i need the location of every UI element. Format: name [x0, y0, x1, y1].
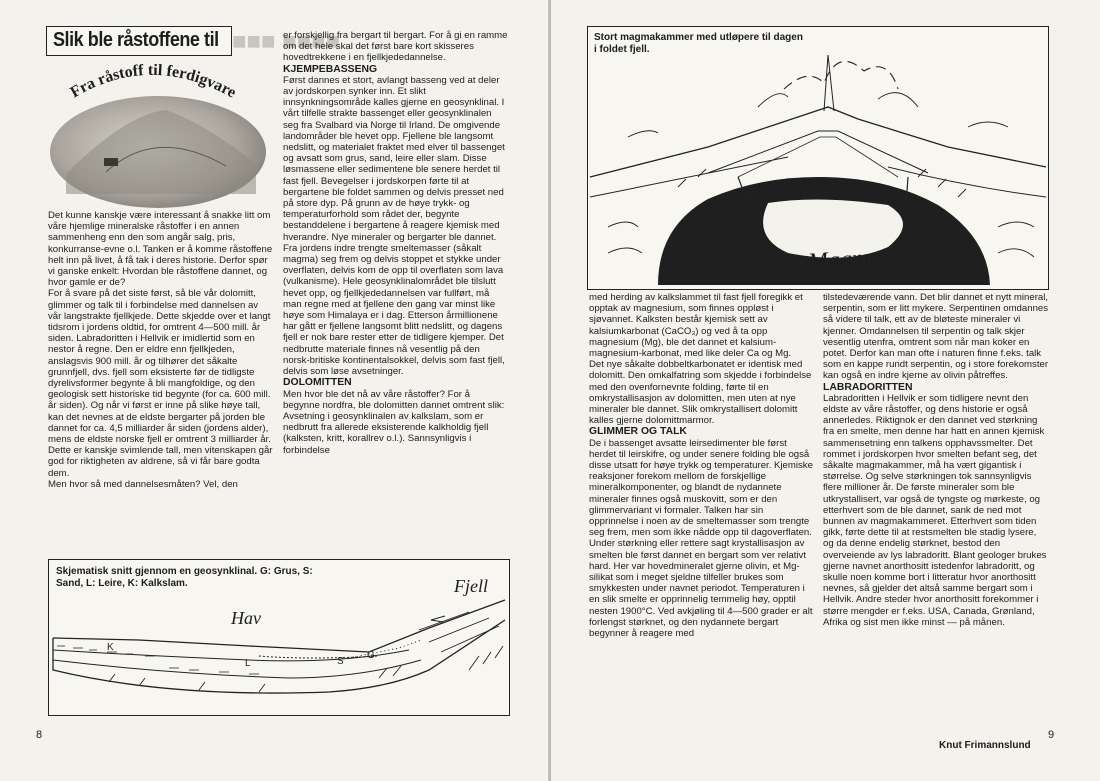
glimmer-paragraph: De i bassenget avsatte leirsedimenter ble først herdet til leirskifre, og under senere folding ble også disse utsatt for høye trykk og temperaturer. Kjemiske reaksjoner forekom mellom de forskjellige mineralkomponenter, og blandt de nydannete mineraler finnes også muskovitt, som er den glimmervariant vi formaler. Talken har sin opprinnelse i noen av de smeltemasser som trengte seg frem, men som ikke nådde opp til dagoverflaten. Under størkning eller rettere sagt krystallisasjon av smelten ble først dannet en bergart som ver relativt hard. Her var hovedmineralet gjerne olivin, et Mg-silikat som i meget sjeldne tilfeller brukes som smykkesten under navnet periodot. Temperaturen i en slik smelte er opprinnelig temmelig høy, opptil nesten 1900°C. Ved avkjøling til 4—500 grader er alt forlengst størknet, og den nydannete bergart begynner å reagere med — [589, 437, 813, 640]
grus-label: G — [367, 650, 375, 661]
intro-paragraph: Det kunne kanskje være interessant å snakke litt om våre hjemlige mineralske råstoffer i en annen sammenheng enn den som angår salg, pris, konkurranse-evne o.l. Tanken er å komme råstoffene helt inn på livet, å få tak i deres historie. Derfor spør vi ganske enkelt: Hvordan ble råstoffene dannet, og hvor gamle er de? — [48, 210, 273, 289]
double-carbonate-paragraph: Det nye såkalte dobbeltkarbonatet er identisk med dolomitt. Den omkalfatring som skjedde i forbindelse med den ovenfornevnte folding, førte til en omkrystallisasjon av dolomitten, men uten at nye mineraler ble dannet. Slik omkrystallisert dolomitt kalles gjerne dolomittmarmor. — [589, 359, 812, 427]
truck-shape — [104, 158, 118, 166]
kjempebasseng-paragraph: Først dannes et stort, avlangt basseng ved at deler av jordskorpen synker inn. Et slikt innsynkningsområde kalles gjerne en geosynklinal. I vårt tilfelle strakte bassenget eller geosynklinalen seg fra Svalbard via Norge til Irland. De omgivende landområder ble hevet opp. Fjellene ble langsomt nedslitt, og materialet fraktet med elver til bassenget og avsatt som grus, sand, leire eller slam. Disse løsmassene eller sedimentene ble senere herdet til fast fjell. Bevegelser i jordskorpen førte til at bergartene ble foldet sammen og delvis presset ned på store dyp. På grunn av de høye trykk- og temperaturforhold som rådet der, begynte bestanddelene i bergartene å reagere kjemisk med hverandre. Nye mineraler og bergarter ble dannet. Fra jordens indre trengte smeltemasser (såkalt magma) seg frem og delvis stoppet et stykke under overflaten, delvis kom de opp til overflaten som lava (vulkanisme). Hele geosynklinalområdet ble tilslutt hevet opp, og fjellkjededannelsen var fullført, må man regne med at fjellene den gang var minst like høye som Himalaya er i dag. Etterson årmillionene har gått er fjellene langsomt blitt nedslitt, og dagens fjell er nok bare rester etter de tidligere kjemper. Det nedbrutte materiale finnes nå vesentlig på den norsk-britiske kontinentalsokkel, delvis som fast fjell, delvis som løse avsetninger. — [283, 74, 505, 378]
sand-label: S — [337, 656, 344, 667]
magma-caption: Stort magmakammer med utløpere til dagen i foldet fjell. — [594, 32, 803, 55]
magma-label: Magma — [807, 244, 883, 276]
hav-label: Hav — [231, 608, 261, 628]
age-paragraph: For å svare på det siste først, så ble vår dolomitt, glimmer og talk til i forbindelse med dannelsen av vår langstrakte fjellkjede. Dette skjedde over et langt tidsrom i jordens oldtid, for omtrent 4—500 mill. år siden. Labradoritten i Hellvik er imidlertid som en nestor å regne. Den er eldre enn fjellkjeden, anslagsvis 900 mill. år og tilhører det såkalte grunnfjell, dvs. fjell som eksisterte før de tidligste dyrelivsformer begynte å bli mangfoldige, og den geologisk sett historiske tid begynte (for ca. 600 mill. år siden). Og når vi først er inne på slike høye tall, kan det nevnes at de eldste bergarter på jorden ble dannet for ca. 4,5 milliarder år siden (jordens alder), mens de eldste norske fjell er omtrent 3 milliarder år. Dette er kanskje svimlende tall, men vitenskapen går god for riktigheten av aldrene, så vi får bare godta dem. — [48, 288, 273, 479]
quarry-photo-illustration — [46, 54, 274, 214]
serpentine-paragraph: tilstedeværende vann. Det blir dannet et nytt mineral, serpentin, som er litt mykere. Serpentinen omdannes så videre til talk, ett av de bløteste mineraler vi kjenner. Omdannelsen til serpentin og talk skjer vesentlig utenfra, omtrent som når man koker en potet. Derfor kan man ofte i naturen finne f.eks. talk som en kappe rundt serpentin, og i store forekomster kan også en indre kjerne av olivin påtreffes. — [823, 292, 1049, 382]
page-title: Slik ble råstoffene til — [53, 29, 219, 51]
page-number-right: 9 — [1048, 729, 1055, 741]
author-signature: Knut Frimannslund — [939, 740, 1031, 751]
right-column-2 — [823, 292, 1049, 628]
labradoritten-paragraph: Labradoritten i Hellvik er som tidligere nevnt den eldste av våre råstoffer, og dens historie er også annerledes. Riktignok er den dannet ved størkning fra en smelte, men denne har hatt en annen kjemisk sammensetning enn talkens opphavssmelter. Det rommet i jordskorpen hvor smelten befant seg, det såkalte magmakammer, må ha vært gigantisk i størrelse. Og selve størkningen tok sannsynligvis flere millioner år. De første mineraler som ble utkrystallisert, var også de tyngste og mørkeste, og etterhvert som de ble dannet, sank de ned mot bunnen av magmakammeret. Etterhvert som tiden gikk, førte dette til at restsmelten ble stadig lysere, og da denne endelig størknet, bestod den overveiende av lys labradoritt. Blant geologer brukes gjerne navnet anorthositt istedenfor labradoritt, og skulle noen komme bort i litteratur hvor anorthositt nevnes, så gjelder det altså samme bergart som i Hellvik. Andre steder hvor anorthositt forekommer i større mengder er f.eks. USA, Canada, Grønland, Afrika og sist men ikke minst — på månen. — [823, 392, 1047, 628]
right-column-1 — [589, 292, 814, 639]
heading-glimmer-og-talk: GLIMMER OG TALK — [589, 426, 687, 438]
left-page — [0, 0, 549, 781]
frame-paragraph: er forskjellig fra bergart til bergart. For å gi en ramme om det hele skal det først bare kort skisseres hovedtrekkene i en fjellkjededannelse. — [283, 30, 508, 64]
heading-labradoritten: LABRADORITTEN — [823, 381, 913, 393]
title-box — [46, 26, 232, 56]
heading-kjempebasseng: KJEMPEBASSENG — [283, 63, 378, 75]
kalkslam-label: K — [107, 642, 114, 653]
right-page — [551, 0, 1100, 781]
geosyncline-cross-section — [49, 560, 509, 715]
left-column-2 — [283, 30, 508, 456]
dolomite-continued-paragraph: med herding av kalkslammet til fast fjell foregikk et opptak av magnesium, som finnes oppløst i sjøvannet. Kalksten består kjemisk sett av kalsiumkarbonat (CaCO₃) og ved å ta opp magnesium (Mg), ble det dannet et kalsium-magnesium-karbonat, med like deler Ca og Mg. — [589, 292, 803, 360]
subtitle-arc: Fra råstoff til ferdigvare — [67, 61, 239, 102]
geosyncline-caption: Skjematisk snitt gjennom en geosynklinal. G: Grus, S: Sand, L: Leire, K: Kalkslam. — [56, 566, 313, 589]
geosyncline-figure — [48, 559, 510, 716]
dolomitten-paragraph: Men hvor ble det nå av våre råstoffer? For å begynne nordfra, ble dolomitten dannet omtrent slik: Avsetning i geosynklinalen av kalkslam, som er nedbrutt fra allerede eksisterende kalkholdig fjell (kalksten, kritt, korallrev o.l.). Sannsynligvis i forbindelse — [283, 388, 505, 456]
fjell-label: Fjell — [454, 576, 488, 596]
formation-paragraph: Men hvor så med dannelsesmåten? Vel, den — [48, 478, 238, 490]
magma-figure — [587, 26, 1049, 290]
left-column-1 — [48, 210, 273, 490]
bleed-through-text: ■■■ ■■■■ — [232, 28, 341, 55]
heading-dolomitten: DOLOMITTEN — [283, 377, 352, 389]
page-number-left: 8 — [36, 729, 43, 741]
leire-label: L — [245, 658, 251, 669]
